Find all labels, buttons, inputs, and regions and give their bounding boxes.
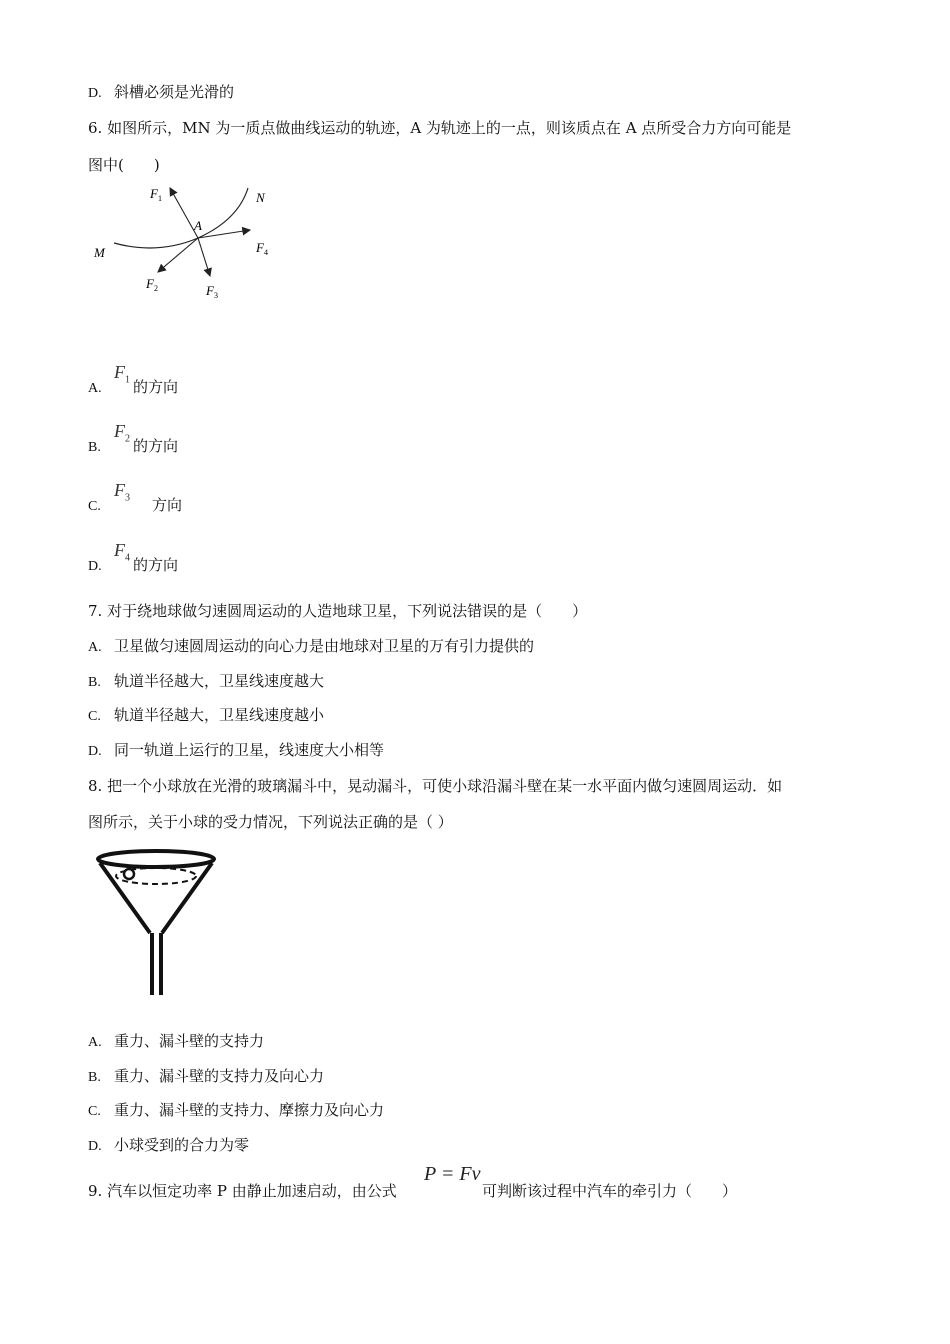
option-letter: D. — [88, 559, 102, 574]
q6-force-diagram — [88, 180, 288, 305]
q6-option-d-text: 的方向 — [133, 556, 179, 574]
funnel-wall-right — [162, 863, 212, 933]
label-a: A — [194, 218, 202, 233]
option-text: 同一轨道上运行的卫星，线速度大小相等 — [114, 741, 385, 759]
q6-option-b — [88, 436, 114, 458]
q6-option-d — [88, 555, 114, 577]
q8-option-d — [88, 1135, 249, 1157]
q6-stem-line1: 6. 如图所示，MN 为一质点做曲线运动的轨迹，A 为轨迹上的一点，则该质点在 A 点所受合力方向可能是 — [88, 119, 792, 137]
option-text: 重力、漏斗壁的支持力及向心力 — [114, 1067, 325, 1085]
label-m: M — [94, 245, 105, 260]
q7-option-b — [88, 671, 324, 693]
q6-option-a-symbol: $F_1$ — [114, 362, 130, 386]
option-letter: C. — [88, 499, 101, 514]
option-letter: C. — [88, 1104, 101, 1119]
q6-option-b-text: 的方向 — [133, 437, 179, 455]
q8-option-c — [88, 1100, 384, 1122]
option-text: 重力、漏斗壁的支持力、摩擦力及向心力 — [114, 1101, 385, 1119]
q7-option-c — [88, 705, 324, 727]
option-letter: B. — [88, 675, 101, 690]
q6-option-a — [88, 377, 114, 399]
q8-stem-line1: 8. 把一个小球放在光滑的玻璃漏斗中，晃动漏斗，可使小球沿漏斗壁在某一水平面内做匀速圆周运动．如 — [88, 777, 783, 795]
q5-option-d — [88, 82, 234, 104]
q6-option-c — [88, 495, 114, 517]
option-text: 斜槽必须是光滑的 — [114, 83, 235, 101]
q7-stem: 7. 对于绕地球做匀速圆周运动的人造地球卫星，下列说法错误的是（ ） — [88, 602, 588, 620]
option-letter: B. — [88, 440, 101, 455]
q6-option-d-symbol: $F_4$ — [114, 540, 130, 564]
option-letter: D. — [88, 86, 102, 101]
q6-option-b-symbol: $F_2$ — [114, 421, 130, 445]
funnel-figure — [88, 845, 228, 1000]
funnel-rim — [98, 851, 214, 867]
trajectory-curve — [114, 188, 248, 248]
f3-arrow — [198, 238, 210, 276]
option-letter: C. — [88, 709, 101, 724]
q8-stem-line2: 图所示，关于小球的受力情况，下列说法正确的是（ ） — [88, 813, 453, 831]
small-ball — [124, 869, 134, 879]
option-letter: D. — [88, 744, 102, 759]
option-text: 轨道半径越大，卫星线速度越大 — [114, 672, 325, 690]
label-f3: $F_3$ — [206, 283, 218, 300]
q9-stem-after: 可判断该过程中汽车的牵引力（ ） — [482, 1182, 738, 1200]
option-letter: B. — [88, 1070, 101, 1085]
q6-option-a-text: 的方向 — [133, 378, 179, 396]
option-letter: D. — [88, 1139, 102, 1154]
option-letter: A. — [88, 381, 102, 396]
option-text: 重力、漏斗壁的支持力 — [114, 1032, 265, 1050]
option-letter: A. — [88, 640, 102, 655]
q9-stem-before: 9. 汽车以恒定功率 P 由静止加速启动，由公式 — [88, 1182, 397, 1200]
q8-option-b — [88, 1066, 324, 1088]
option-text: 轨道半径越大，卫星线速度越小 — [114, 706, 325, 724]
label-f1: $F_1$ — [150, 186, 162, 203]
q9-formula: P = Fv — [424, 1163, 481, 1185]
option-text: 卫星做匀速圆周运动的向心力是由地球对卫星的万有引力提供的 — [114, 637, 535, 655]
label-f2: $F_2$ — [146, 276, 158, 293]
q6-option-c-symbol: $F_3$ — [114, 480, 130, 504]
option-text: 小球受到的合力为零 — [114, 1136, 250, 1154]
q8-option-a — [88, 1031, 264, 1053]
q7-option-a — [88, 636, 534, 658]
q6-stem-line2: 图中( ) — [88, 156, 160, 174]
option-letter: A. — [88, 1035, 102, 1050]
label-n: N — [256, 190, 265, 205]
q6-option-c-text: 方向 — [152, 496, 183, 514]
label-f4: $F_4$ — [256, 240, 268, 257]
q7-option-d — [88, 740, 384, 762]
f2-arrow — [158, 238, 198, 272]
